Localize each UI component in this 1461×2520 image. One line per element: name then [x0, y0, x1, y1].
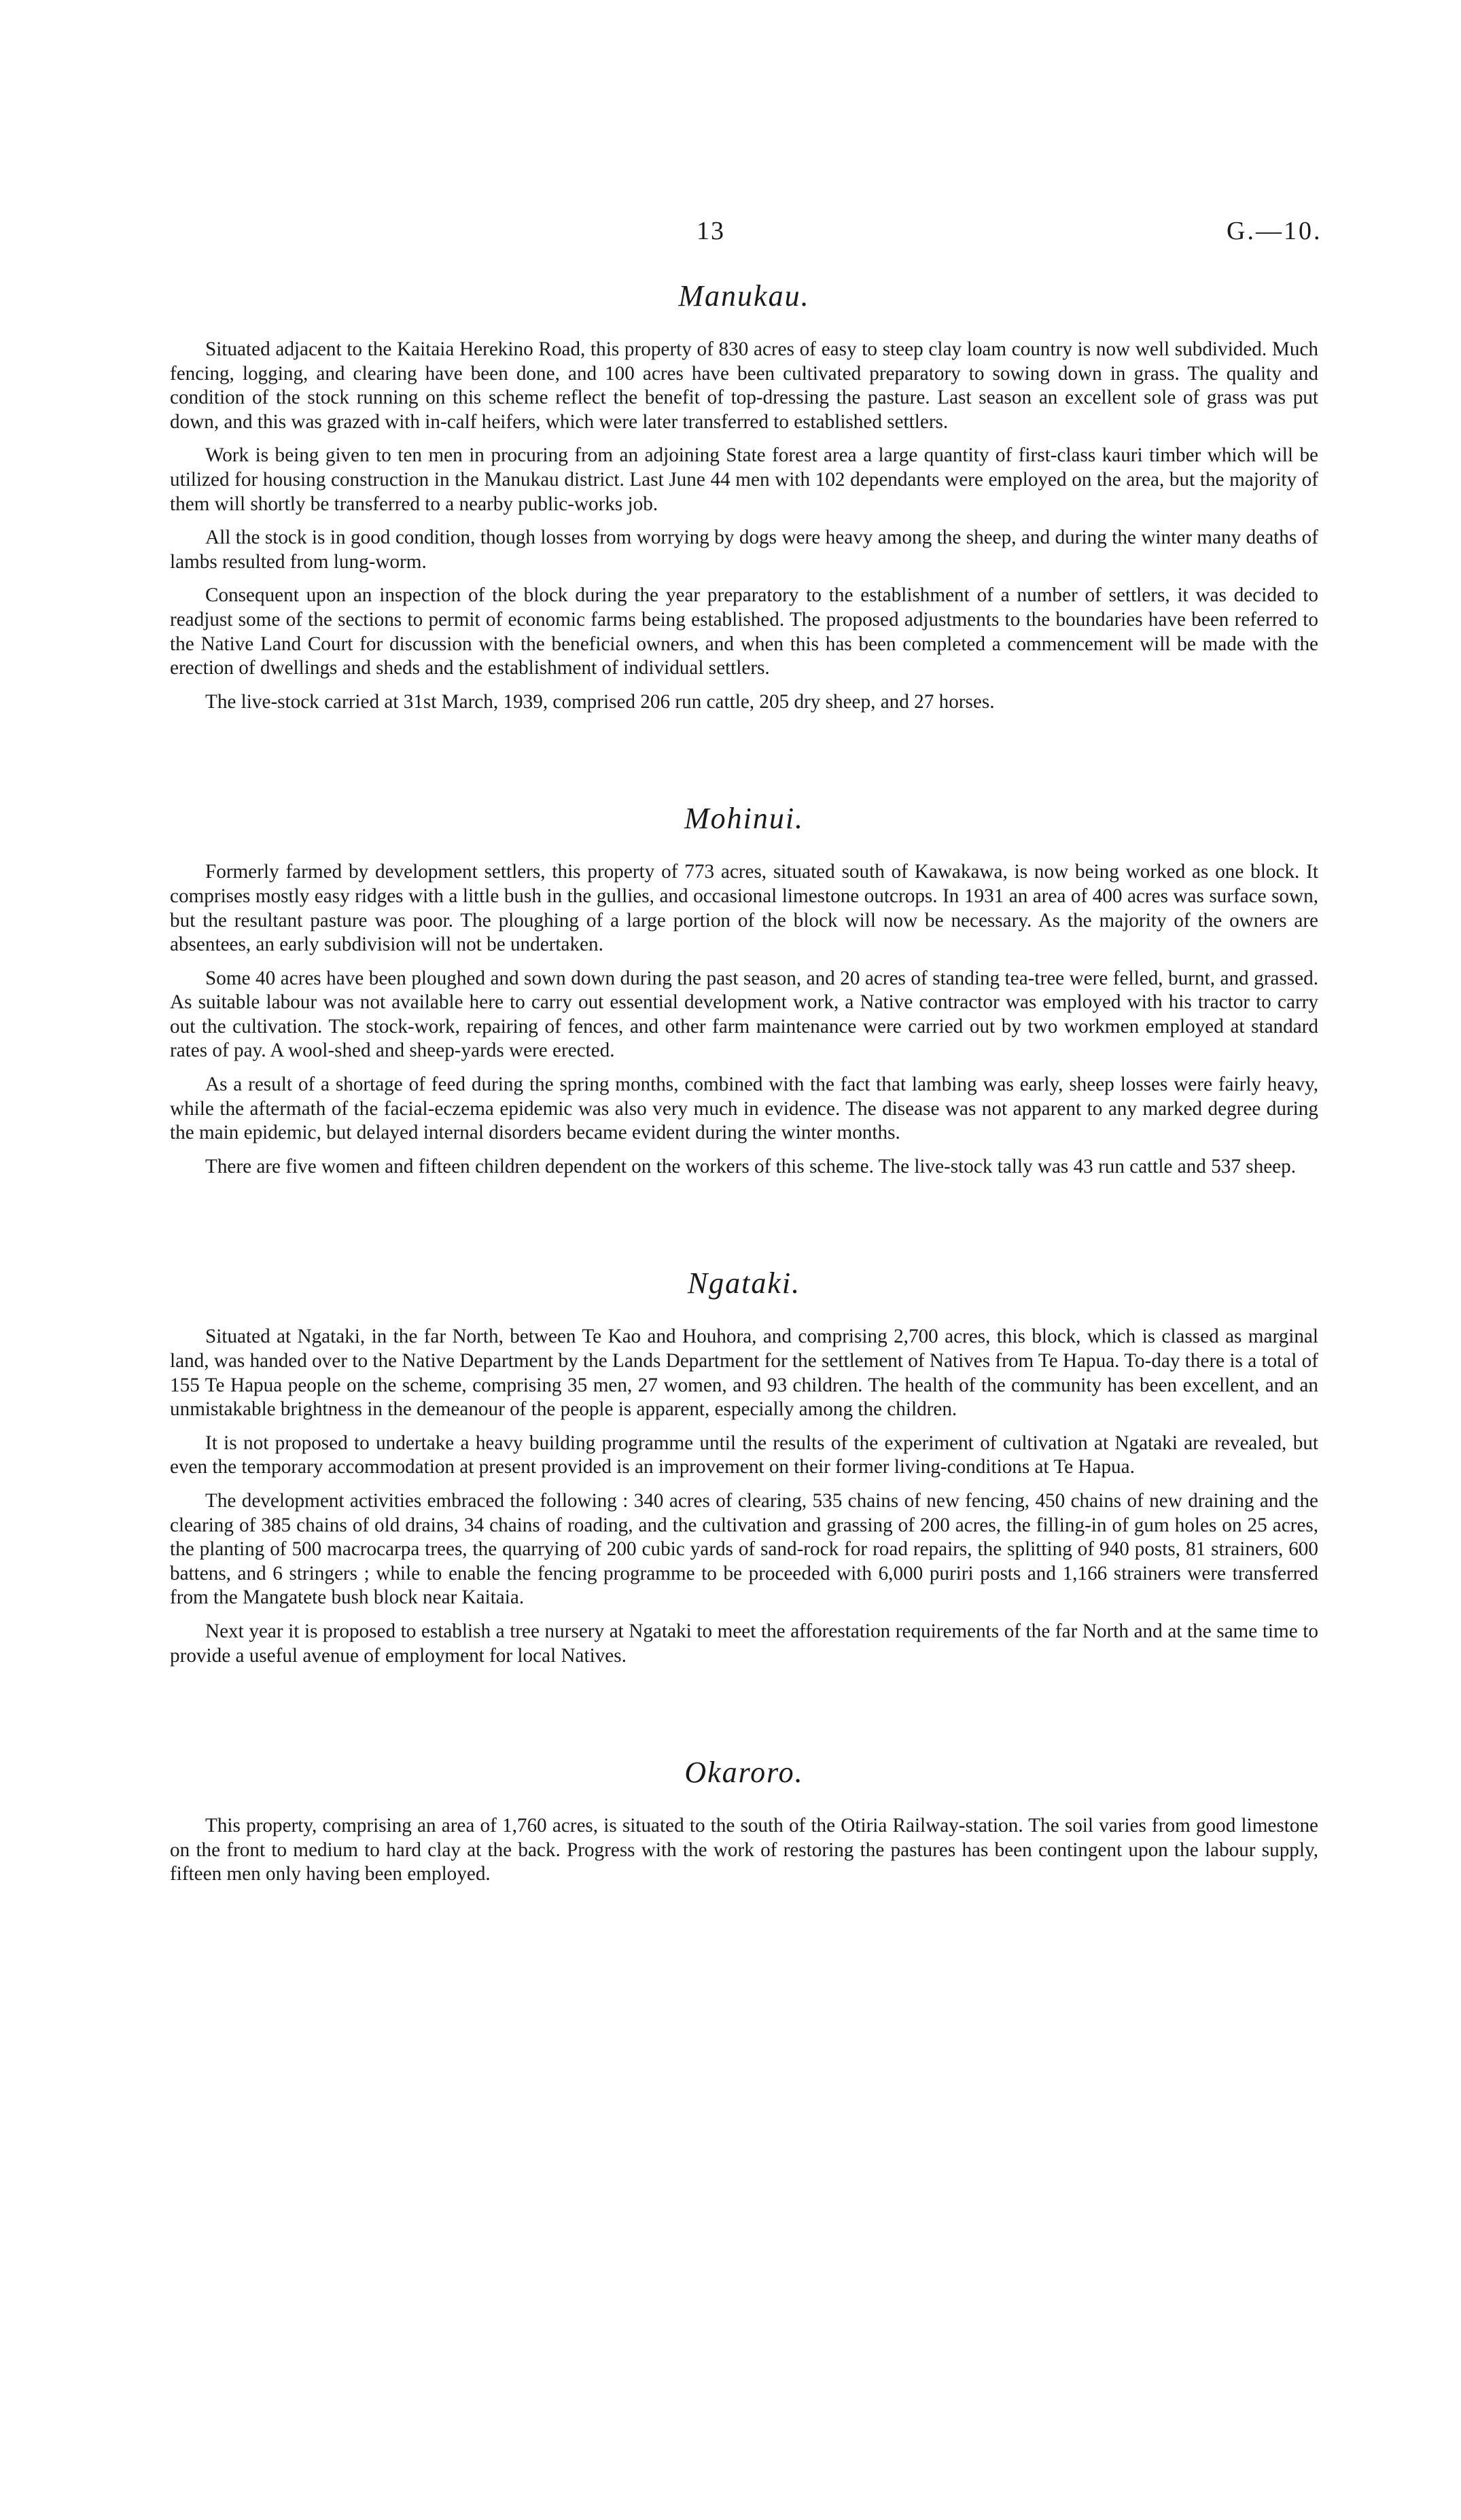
- paragraph: The live-stock carried at 31st March, 1939, comprised 206 run cattle, 205 dry sheep, and 27 horses.: [205, 690, 995, 713]
- paragraph: Situated adjacent to the Kaitaia Herekino Road, this property of 830 acres of easy to steep clay loam country is now well subdivided. Much fencing, logging, and clearing have been done, and 100 acres have been cultivated preparatory to sowing down in grass. The quality and condition of the stock running on this scheme reflect the benefit of top-dressing the pasture. Last season an excellent sole of grass was put down, and this was grazed with in-calf heifers, which were later transferred to established settlers.: [170, 338, 1318, 433]
- paragraph: Situated at Ngataki, in the far North, between Te Kao and Houhora, and comprising 2,700 acres, this block, which is classed as marginal land, was handed over to the Native Department by the Lands Department for the settlement of Natives from Te Hapua. To-day there is a total of 155 Te Hapua people on the scheme, comprising 35 men, 27 women, and 93 children. The health of the community has been excellent, and an unmistakable brightness in the demeanour of the people is apparent, especially among the children.: [170, 1326, 1318, 1421]
- paragraph: All the stock is in good condition, though losses from worrying by dogs were heavy among the sheep, and during the winter many deaths of lambs resulted from lung-worm.: [170, 527, 1318, 573]
- section-ngataki: [170, 1266, 1318, 1668]
- document-code: G.—10.: [1227, 217, 1322, 245]
- page-number: 13: [697, 217, 725, 245]
- paragraph: The development activities embraced the following : 340 acres of clearing, 535 chains of new fencing, 450 chains of new draining and the clearing of 385 chains of old drains, 34 chains of roading, and the cultivation and grassing of 200 acres, the filling-in of gum holes on 25 acres, the planting of 500 macrocarpa trees, the quarrying of 200 cubic yards of sand-rock for road repairs, the splitting of 940 posts, 81 strainers, 600 battens, and 6 stringers ; while to enable the fencing programme to be proceeded with 6,000 puriri posts and 1,166 strainers were transferred from the Mangatete bush block near Kaitaia.: [170, 1490, 1318, 1609]
- paragraph: This property, comprising an area of 1,760 acres, is situated to the south of the Otiria Railway-station. The soil varies from good limestone on the front to medium to hard clay at the back. Progress with the work of restoring the pastures has been contingent upon the labour supply, fifteen men only having been employed.: [170, 1815, 1318, 1885]
- paragraph: There are five women and fifteen children dependent on the workers of this scheme. The live-stock tally was 43 run cattle and 537 sheep.: [205, 1155, 1297, 1177]
- paragraph: Some 40 acres have been ploughed and sown down during the past season, and 20 acres of standing tea-tree were felled, burnt, and grassed. As suitable labour was not available here to carry out essential development work, a Native contractor was employed with his tractor to carry out the cultivation. The stock-work, repairing of fences, and other farm maintenance were carried out by two workmen employed at standard rates of pay. A wool-shed and sheep-yards were erected.: [170, 967, 1318, 1062]
- section-title: Mohinui.: [684, 802, 805, 836]
- section-manukau: [170, 279, 1318, 714]
- section-title: Ngataki.: [687, 1266, 801, 1300]
- section-mohinui: [170, 801, 1318, 1179]
- section-title: Manukau.: [678, 279, 810, 313]
- section-title: Okaroro.: [684, 1756, 804, 1790]
- paragraph: It is not proposed to undertake a heavy building programme until the results of the experiment of cultivation at Ngataki are revealed, but even the temporary accommodation at present provided is an improvement on their former living-conditions at Te Hapua.: [170, 1432, 1318, 1478]
- section-okaroro: [170, 1755, 1318, 1887]
- document-body: [170, 279, 1318, 1974]
- paragraph: Consequent upon an inspection of the block during the year preparatory to the establishment of a number of settlers, it was decided to readjust some of the sections to permit of economic farms being established. The proposed adjustments to the boundaries have been referred to the Native Land Court for discussion with the beneficial owners, and when this has been completed a commencement will be made with the erection of dwellings and sheds and the establishment of individual settlers.: [170, 584, 1318, 679]
- paragraph: As a result of a shortage of feed during the spring months, combined with the fact that lambing was early, sheep losses were fairly heavy, while the aftermath of the facial-eczema epidemic was also very much in evidence. The disease was not apparent to any marked degree during the main epidemic, but delayed internal disorders became evident during the winter months.: [170, 1073, 1318, 1144]
- paragraph: Work is being given to ten men in procuring from an adjoining State forest area a large quantity of first-class kauri timber which will be utilized for housing construction in the Manukau district. Last June 44 men with 102 dependants were employed on the area, but the majority of them will shortly be transferred to a nearby public-works job.: [170, 444, 1318, 515]
- paragraph: Next year it is proposed to establish a tree nursery at Ngataki to meet the afforestation requirements of the far North and at the same time to provide a useful avenue of employment for local Natives.: [170, 1620, 1318, 1667]
- paragraph: Formerly farmed by development settlers, this property of 773 acres, situated south of Kawakawa, is now being worked as one block. It comprises mostly easy ridges with a little bush in the gullies, and occasional limestone outcrops. In 1931 an area of 400 acres was surface sown, but the resultant pasture was poor. The ploughing of a large portion of the block will now be necessary. As the majority of the owners are absentees, an early subdivision will not be undertaken.: [170, 861, 1318, 956]
